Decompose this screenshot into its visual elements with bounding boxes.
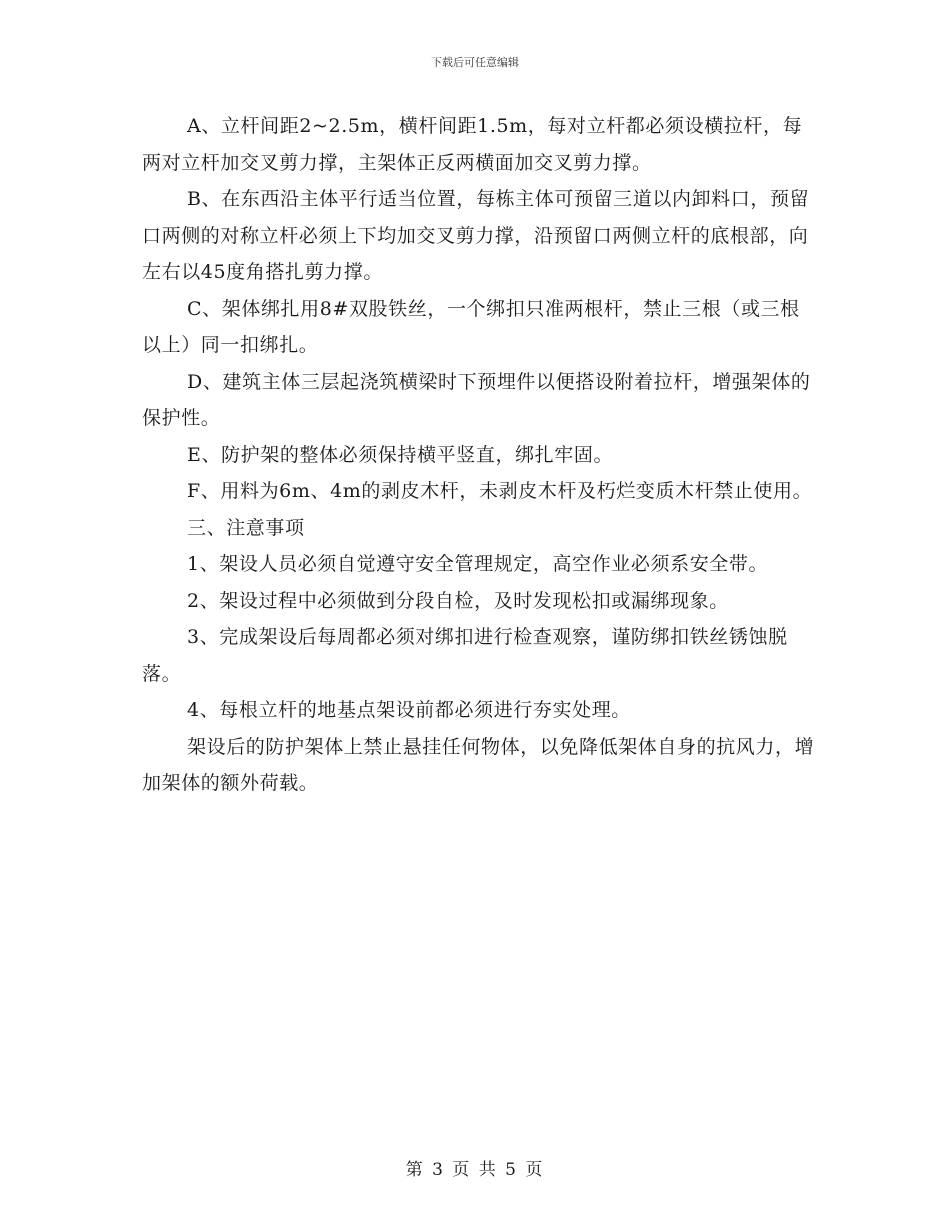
page-number-footer: 第 3 页 共 5 页: [405, 1160, 545, 1180]
paragraph-d: D、建筑主体三层起浇筑横梁时下预埋件以便搭设附着拉杆，增强架体的保护性。: [142, 370, 811, 429]
closing-paragraph: 架设后的防护架体上禁止悬挂任何物体，以免降低架体自身的抗风力，增加架体的额外荷载。: [142, 735, 815, 794]
paragraph-f: F、用料为6m、4m的剥皮木杆，未剥皮木杆及朽烂变质木杆禁止使用。: [187, 480, 813, 502]
section-heading-notes: 三、注意事项: [187, 516, 305, 539]
document-body: [142, 108, 818, 802]
paragraph-c: C、架体绑扎用8#双股铁丝，一个绑扣只准两根杆，禁止三根（或三根以上）同一扣绑扎。: [142, 297, 800, 356]
note-item-3: 3、完成架设后每周都必须对绑扣进行检查观察，谨防绑扣铁丝锈蚀脱落。: [142, 626, 788, 685]
note-item-4: 4、每根立杆的地基点架设前都必须进行夯实处理。: [187, 699, 631, 721]
note-item-2: 2、架设过程中必须做到分段自检，及时发现松扣或漏绑现象。: [187, 589, 729, 612]
page-header: 下载后可任意编辑: [431, 56, 519, 69]
paragraph-e: E、防护架的整体必须保持横平竖直，绑扎牢固。: [187, 443, 614, 466]
paragraph-a: A、立杆间距2~2.5m，横杆间距1.5m，每对立杆都必须设横拉杆，每两对立杆加交叉剪力撑，主架体正反两横面加交叉剪力撑。: [142, 115, 803, 174]
note-item-1: 1、架设人员必须自觉遵守安全管理规定，高空作业必须系安全带。: [187, 553, 769, 575]
paragraph-b: B、在东西沿主体平行适当位置，每栋主体可预留三道以内卸料口，预留口两侧的对称立杆必须上下均加交叉剪力撑，沿预留口两侧立杆的底根部，向左右以45度角搭扎剪力撑。: [142, 188, 810, 283]
